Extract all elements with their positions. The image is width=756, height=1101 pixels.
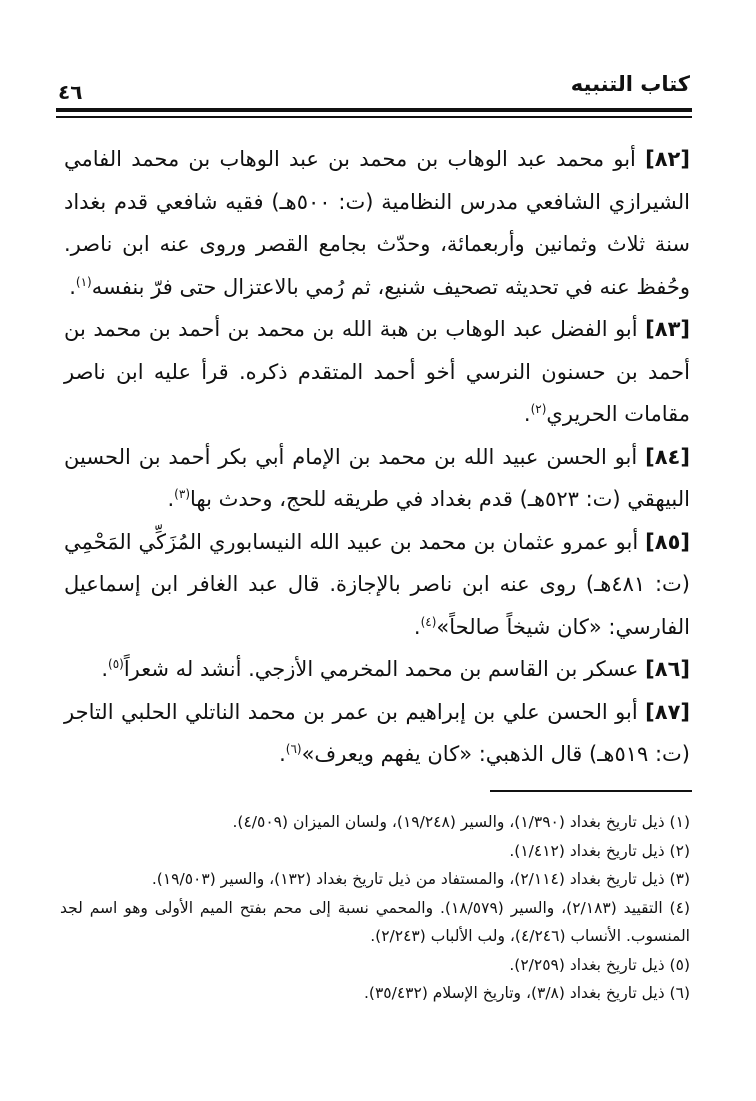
entry-number: [٨٦] — [645, 657, 690, 681]
entry-text: أبو الحسن علي بن إبراهيم بن عمر بن محمد الناتلي الحلبي التاجر (ت: ٥١٩هـ) قال الذهبي: «كان يفهم ويعرف» — [64, 699, 690, 766]
entry-number: [٨٧] — [645, 699, 690, 724]
entry-text: أبو الحسن عبيد الله بن محمد بن الإمام أبي بكر أحمد بن الحسين البيهقي (ت: ٥٢٣هـ) قدم بغداد في طريقه للحج، وحدث بها — [64, 444, 690, 511]
biography-entry: [٨٤] أبو الحسن عبيد الله بن محمد بن الإمام أبي بكر أحمد بن الحسين البيهقي (ت: ٥٢٣هـ) قدم بغداد في طريقه للحج، وحدث بها$^{(٣)}$. — [64, 444, 690, 511]
page-number: ٤٦ — [58, 80, 83, 104]
book-title: كتاب التنبيه — [570, 72, 690, 96]
biography-entry: [٨٢] أبو محمد عبد الوهاب بن محمد بن عبد الوهاب بن محمد الفامي الشيرازي الشافعي مدرس النظامية (ت: ٥٠٠هـ) فقيه شافعي قدم بغداد سنة ثلاث وثمانين وأربعمائة، وحدّث بجامع القصر وروى عنه ابن ناصر. وحُفظ عنه في تحديثه تصحيف شنيع، ثم رُمي بالاعتزال حتى فرّ بنفسه$^{(١)}$. — [64, 147, 690, 299]
biography-entry: [٨٥] أبو عمرو عثمان بن محمد بن عبيد الله النيسابوري المُزَكِّي المَحْمِي (ت: ٤٨١هـ) روى عنه ابن ناصر بالإجازة. قال عبد الغافر ابن إسماعيل الفارسي: «كان شيخاً صالحاً»$^{(٤)}$. — [64, 529, 691, 639]
footnote: (٦) ذيل تاريخ بغداد (٣/٨)، وتاريخ الإسلام (٣٥/٤٣٢). — [363, 984, 690, 1002]
entry-number: [٨٥] — [645, 529, 690, 554]
footnote-ref[interactable]: (٦) — [285, 742, 302, 756]
entry-text: عسكر بن القاسم بن محمد المخرمي الأزجي. أنشد له شعراً — [123, 657, 639, 681]
header-rule-thick — [56, 108, 692, 112]
running-header — [58, 70, 690, 106]
footnote-ref[interactable]: (٣) — [174, 487, 190, 501]
header-rule-thin — [56, 116, 692, 118]
main-text — [64, 138, 690, 776]
footnote: (١) ذيل تاريخ بغداد (١/٣٩٠)، والسير (١٩/٢٤٨)، ولسان الميزان (٤/٥٠٩). — [232, 813, 690, 831]
footnote: (٢) ذيل تاريخ بغداد (١/٤١٢). — [509, 841, 690, 860]
footnote-ref[interactable]: (١) — [75, 274, 92, 289]
biography-entry: [٨٣] أبو الفضل عبد الوهاب بن هبة الله بن محمد بن أحمد بن محمد بن أحمد بن حسنون النرسي أخو أحمد المتقدم ذكره. قرأ عليه ابن ناصر مقامات الحريري$^{(٢)}$. — [64, 317, 690, 426]
footnote-ref[interactable]: (٥) — [108, 657, 124, 671]
footnote: (٥) ذيل تاريخ بغداد (٢/٢٥٩). — [509, 955, 690, 974]
entry-number: [٨٣] — [645, 317, 690, 341]
entry-number: [٨٢] — [645, 147, 690, 171]
entry-text: أبو الفضل عبد الوهاب بن هبة الله بن محمد بن أحمد بن محمد بن أحمد بن حسنون النرسي أخو أحمد المتقدم ذكره. قرأ عليه ابن ناصر مقامات الحريري — [64, 317, 690, 426]
entry-number: [٨٤] — [645, 444, 690, 469]
footnotes — [60, 808, 690, 1008]
biography-entry: [٨٧] أبو الحسن علي بن إبراهيم بن عمر بن محمد الناتلي الحلبي التاجر (ت: ٥١٩هـ) قال الذهبي: «كان يفهم ويعرف»$^{(٦)}$. — [64, 699, 690, 766]
entry-text: أبو عمرو عثمان بن محمد بن عبيد الله النيسابوري المُزَكِّي المَحْمِي (ت: ٤٨١هـ) روى عنه ابن ناصر بالإجازة. قال عبد الغافر ابن إسماعيل الفارسي: «كان شيخاً صالحاً» — [64, 529, 691, 639]
footnote: (٤) التقييد (٢/١٨٣)، والسير (١٨/٥٧٩). والمحمي نسبة إلى محم بفتح الميم الأولى وهو اسم لجد المنسوب. الأنساب (٤/٢٤٦)، ولب الألباب (٢/٢٤٣). — [60, 898, 690, 945]
footnote-ref[interactable]: (٢) — [530, 402, 547, 416]
footnote: (٣) ذيل تاريخ بغداد (٢/١١٤)، والمستفاد من ذيل تاريخ بغداد (١٣٢)، والسير (١٩/٥٠٣). — [151, 870, 690, 888]
entry-text: أبو محمد عبد الوهاب بن محمد بن عبد الوهاب بن محمد الفامي الشيرازي الشافعي مدرس النظامية (ت: ٥٠٠هـ) فقيه شافعي قدم بغداد سنة ثلاث وثمانين وأربعمائة، وحدّث بجامع القصر وروى عنه ابن ناصر. وحُفظ عنه في تحديثه تصحيف شنيع، ثم رُمي بالاعتزال حتى فرّ بنفسه — [64, 147, 690, 299]
footnote-separator — [490, 790, 692, 792]
biography-entry: [٨٦] عسكر بن القاسم بن محمد المخرمي الأزجي. أنشد له شعراً$^{(٥)}$. — [101, 657, 690, 681]
footnote-ref[interactable]: (٤) — [420, 614, 437, 629]
